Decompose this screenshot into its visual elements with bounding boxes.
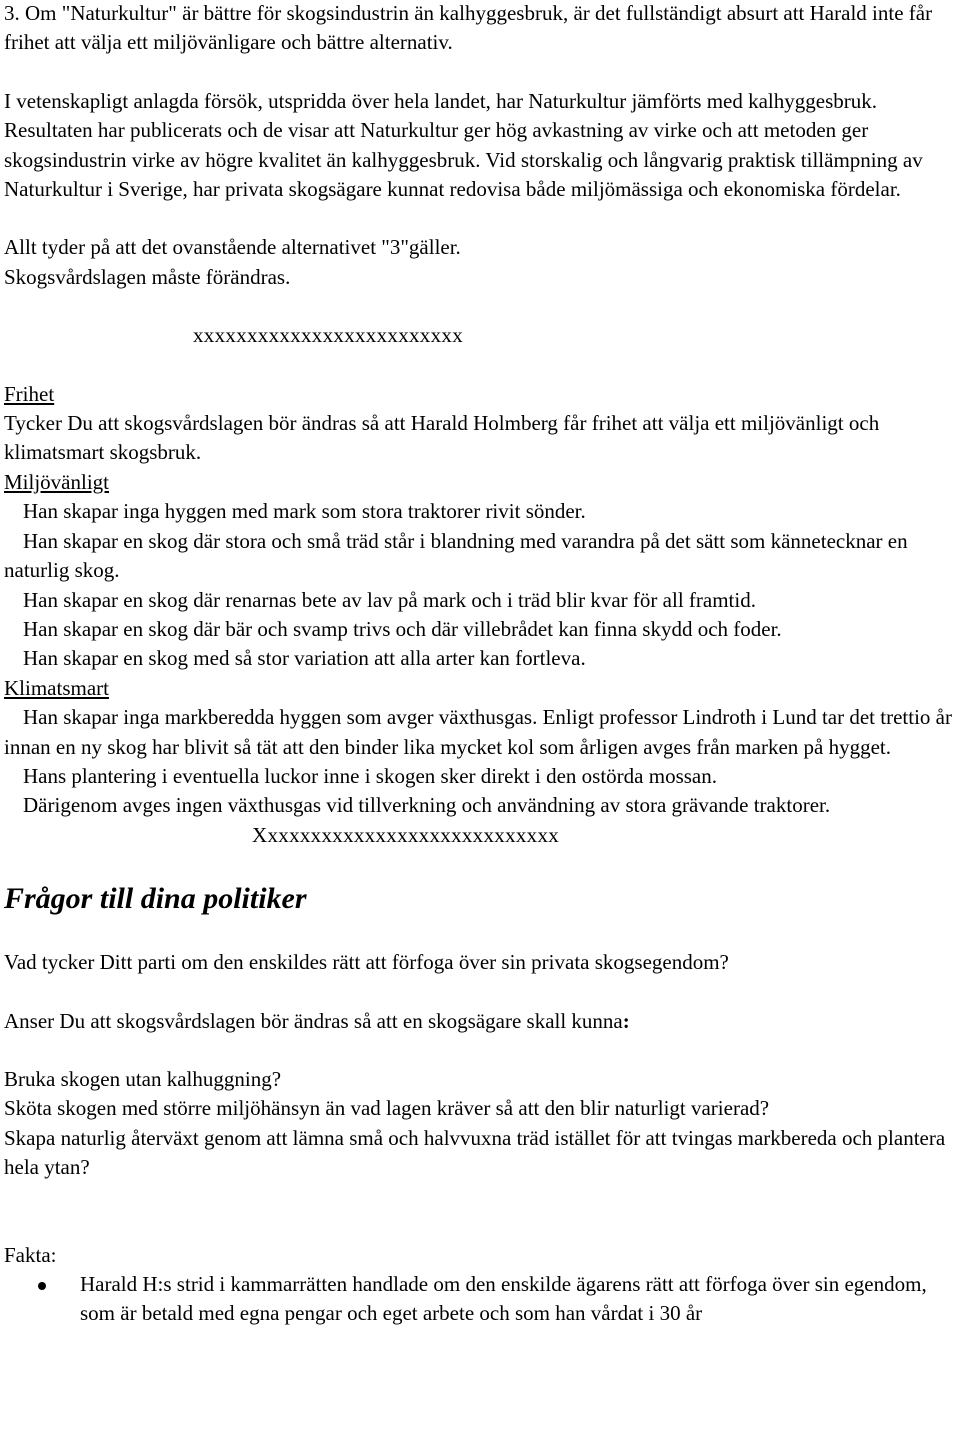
spacer (4, 850, 956, 879)
question-sub: Skapa naturlig återväxt genom att lämna små och halvvuxna träd istället för att tvingas markbereda och plantera hela ytan? (4, 1125, 946, 1180)
spacer (4, 292, 956, 321)
spacer (4, 351, 956, 380)
question-law-colon: : (622, 1008, 630, 1033)
paragraph-conclusion-1: Allt tyder på att det ovanstående alternativet "3"gäller. (4, 235, 461, 260)
question-law-text: Anser Du att skogsvårdslagen bör ändras så att en skogsägare skall kunna (4, 1008, 623, 1033)
klimatsmart-item: Därigenom avges ingen växthusgas vid tillverkning och användning av stora grävande traktorer. (23, 793, 831, 818)
section-heading-klimatsmart: Klimatsmart (4, 675, 109, 700)
fakta-item-text: Harald H:s strid i kammarrätten handlade om den enskilde ägarens rätt att förfoga över sin egendom, som är betald med egna pengar och eget arbete och som han vårdat i 30 år (80, 1272, 927, 1326)
fakta-list (4, 1270, 956, 1329)
miljovanligt-item: Han skapar inga hyggen med mark som stora traktorer rivit sönder. (23, 499, 586, 524)
miljovanligt-item: Han skapar en skog där bär och svamp trivs och där villebrådet kan finna skydd och foder. (23, 616, 782, 641)
spacer (4, 919, 956, 948)
klimatsmart-item: Hans plantering i eventuella luckor inne i skogen sker direkt i den ostörda mossan. (23, 763, 717, 788)
separator-line: Xxxxxxxxxxxxxxxxxxxxxxxxxxxx (252, 822, 560, 847)
spacer (4, 978, 956, 1007)
spacer (4, 1183, 956, 1212)
separator-line: xxxxxxxxxxxxxxxxxxxxxxxxx (193, 323, 463, 348)
klimatsmart-item: Han skapar inga markberedda hyggen som avger växthusgas. Enligt professor Lindroth i Lund tar det trettio år innan en ny skog har blivit så tät att den binder lika mycket kol som årligen avges från marken på hygget. (4, 705, 952, 759)
spacer (4, 58, 956, 87)
miljovanligt-item: Han skapar en skog med så stor variation att alla arter kan fortleva. (23, 646, 586, 671)
questions-heading: Frågor till dina politiker (4, 882, 307, 916)
bullet-icon (38, 1282, 46, 1290)
question-law (4, 1007, 956, 1036)
miljovanligt-item: Han skapar en skog där renarnas bete av lav på mark och i träd blir kvar för all framtid. (23, 587, 756, 612)
section-heading-miljovanligt: Miljövänligt (4, 469, 109, 494)
paragraph-conclusion-2: Skogsvårdslagen måste förändras. (4, 264, 291, 289)
fakta-heading: Fakta: (4, 1242, 57, 1267)
spacer (4, 1036, 956, 1065)
paragraph-research: I vetenskapligt anlagda försök, utspridda över hela landet, har Naturkultur jämförts med kalhyggesbruk. Resultaten har publicerats och de visar att Naturkultur ger hög avkastning av virke och att metoden ger skogsindustrin virke av högre kvalitet än kalhyggesbruk. Vid storskalig och långvarig praktisk tillämpning av Naturkultur i Sverige, har privata skogsägare kunnat redovisa både miljömässiga och ekonomiska fördelar. (4, 88, 923, 202)
miljovanligt-item: Han skapar en skog där stora och små träd står i blandning med varandra på det sätt som kännetecknar en naturlig skog. (4, 528, 908, 583)
frihet-text: Tycker Du att skogsvårdslagen bör ändras så att Harald Holmberg får frihet att välja ett miljövänligt och klimatsmart skogsbruk. (4, 411, 880, 465)
question-sub: Bruka skogen utan kalhuggning? (4, 1066, 282, 1091)
section-heading-frihet: Frihet (4, 381, 55, 406)
list-item (4, 1270, 956, 1329)
paragraph-point-3: 3. Om "Naturkultur" är bättre för skogsindustrin än kalhyggesbruk, är det fullständigt absurt att Harald inte får frihet att välja ett miljövänligare och bättre alternativ. (4, 1, 933, 55)
spacer (4, 204, 956, 233)
question-sub: Sköta skogen med större miljöhänsyn än vad lagen kräver så att den blir naturligt varierad? (4, 1096, 770, 1121)
question-party: Vad tycker Ditt parti om den enskildes rätt att förfoga över sin privata skogsegendom? (4, 950, 729, 975)
spacer (4, 1212, 956, 1241)
